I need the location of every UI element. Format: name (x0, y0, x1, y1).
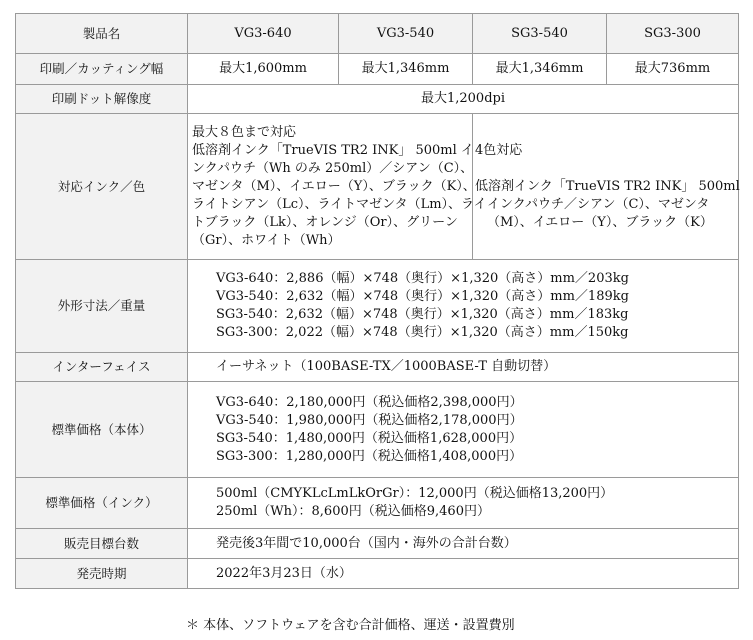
price-ink-cell (188, 478, 739, 529)
interface-value: イーサネット（100BASE-TX／1000BASE-T 自動切替） (188, 353, 739, 382)
price-ink-line: 500ml（CMYKLcLmLkOrGr）：12,000円（税込価格13,200円） (216, 486, 614, 501)
dimensions-line: SG3-300：2,022（幅）×748（奥行）×1,320（高さ）mm／150kg (216, 325, 629, 340)
price-ink-label: 標準価格（インク） (16, 478, 188, 529)
price-ink-row (16, 478, 739, 529)
dimensions-cell (188, 260, 739, 353)
cut-width-vg3-640: 最大1,600mm (188, 54, 339, 85)
price-body-line: VG3-540：1,980,000円（税込価格2,178,000円） (216, 412, 523, 428)
price-body-line: VG3-640：2,180,000円（税込価格2,398,000円） (216, 394, 523, 410)
cut-width-sg3-300: 最大736mm (607, 54, 739, 85)
footnote: ＊ 本体、ソフトウェアを含む合計価格、運送・設置費別 (186, 618, 515, 633)
ink-vg-line: （Gr）、ホワイト（Wh） (192, 232, 341, 248)
ink-vg-line: トブラック（Lk）、オレンジ（Or）、グリーン (192, 214, 458, 230)
sales-target-row (16, 529, 739, 559)
ink-vg-cell (188, 114, 487, 260)
sales-target-value: 発売後3年間で10,000台（国内・海外の合計台数） (188, 529, 739, 559)
price-body-line: SG3-300：1,280,000円（税込価格1,408,000円） (216, 448, 523, 464)
header-row (16, 14, 739, 54)
interface-row (16, 353, 739, 382)
sales-target-label: 販売目標台数 (16, 529, 188, 559)
dimensions-line: SG3-540：2,632（幅）×748（奥行）×1,320（高さ）mm／183kg (216, 307, 629, 322)
model-vg3-640: VG3-640 (188, 14, 339, 54)
spec-table (15, 13, 739, 589)
cut-width-label: 印刷／カッティング幅 (16, 54, 188, 85)
release-row (16, 559, 739, 589)
release-label: 発売時期 (16, 559, 188, 589)
price-body-label: 標準価格（本体） (16, 382, 188, 478)
model-sg3-300: SG3-300 (607, 14, 739, 54)
ink-sg-line: （M）、イエロー（Y）、ブラック（K） (487, 214, 713, 230)
ink-vg-line: マゼンタ（M）、イエロー（Y）、ブラック（K）、 (192, 178, 476, 194)
ink-sg-cell (473, 114, 739, 260)
ink-vg-line: ンクパウチ（Wh のみ 250ml）／シアン（C）、 (192, 160, 474, 176)
price-body-line: SG3-540：1,480,000円（税込価格1,628,000円） (216, 430, 523, 446)
dimensions-label: 外形寸法／重量 (16, 260, 188, 353)
ink-vg-line: 最大８色まで対応 (192, 124, 297, 140)
dimensions-line: VG3-640：2,886（幅）×748（奥行）×1,320（高さ）mm／203kg (216, 271, 629, 286)
ink-vg-line: ライトシアン（Lc）、ライトマゼンタ（Lm）、ライ (192, 196, 487, 212)
cut-width-sg3-540: 最大1,346mm (473, 54, 607, 85)
ink-sg-line: 4色対応 (475, 142, 523, 158)
ink-sg-line: インクパウチ／シアン（C）、マゼンタ (487, 196, 710, 212)
price-body-cell (188, 382, 739, 478)
cut-width-vg3-540: 最大1,346mm (339, 54, 473, 85)
ink-label: 対応インク／色 (16, 114, 188, 260)
model-sg3-540: SG3-540 (473, 14, 607, 54)
interface-label: インターフェイス (16, 353, 188, 382)
ink-row (16, 114, 739, 260)
resolution-row (16, 85, 739, 114)
resolution-label: 印刷ドット解像度 (16, 85, 188, 114)
ink-sg-line: 低溶剤インク「TrueVIS TR2 INK」 500ml (475, 178, 740, 194)
ink-sg-spacer (475, 160, 734, 178)
product-name-label: 製品名 (16, 14, 188, 54)
release-value: 2022年3月23日（水） (188, 559, 739, 589)
price-body-row (16, 382, 739, 478)
dimensions-line: VG3-540：2,632（幅）×748（奥行）×1,320（高さ）mm／189kg (216, 289, 629, 304)
cut-width-row (16, 54, 739, 85)
dimensions-row (16, 260, 739, 353)
price-ink-line: 250ml（Wh）：8,600円（税込価格9,460円） (216, 504, 490, 519)
ink-vg-line: 低溶剤インク「TrueVIS TR2 INK」 500ml イ (192, 142, 474, 158)
resolution-value: 最大1,200dpi (188, 85, 739, 114)
model-vg3-540: VG3-540 (339, 14, 473, 54)
